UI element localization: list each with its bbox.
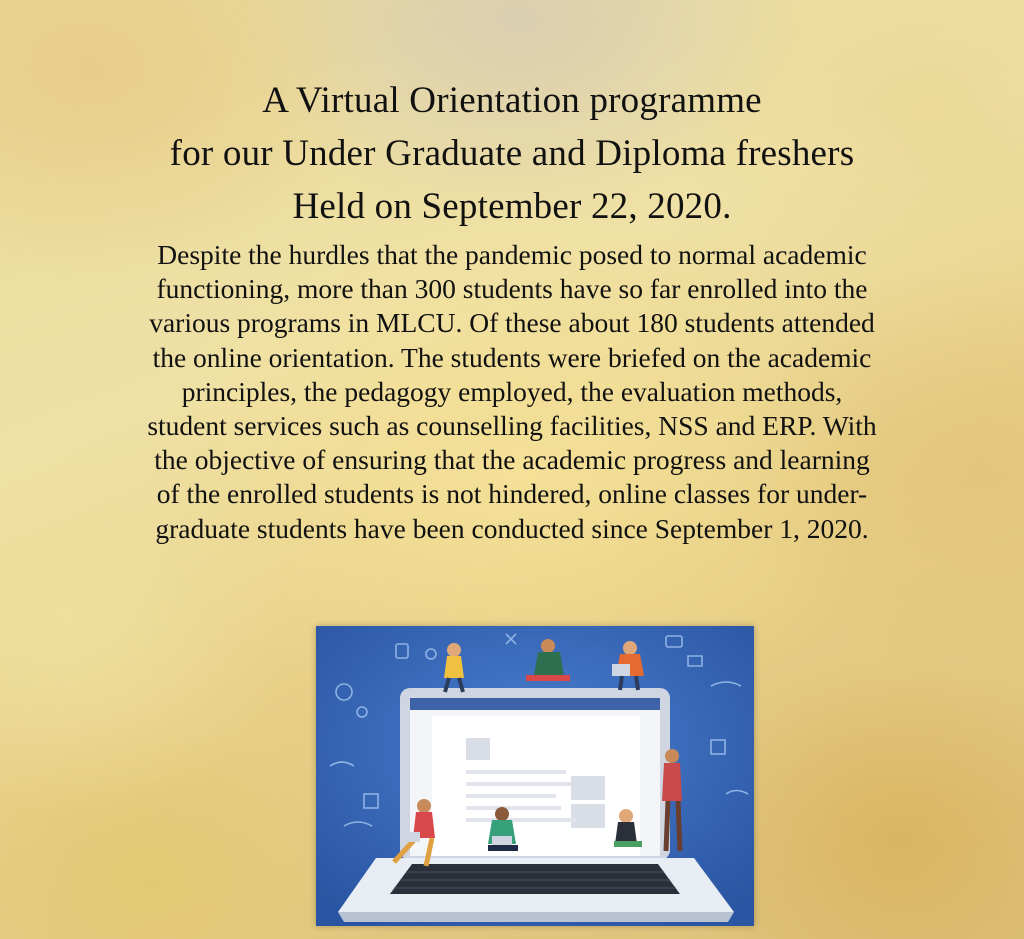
page-title xyxy=(0,74,1024,233)
body-line: Despite the hurdles that the pandemic posed to normal academic xyxy=(157,239,867,270)
body-line: the online orientation. The students were briefed on the academic xyxy=(152,341,872,373)
title-line-3: Held on September 22, 2020. xyxy=(292,186,732,227)
body-line: various programs in MLCU. Of these about 180 students attended xyxy=(149,307,875,339)
browser-bar xyxy=(410,698,660,710)
body-line: the objective of ensuring that the academic progress and learning xyxy=(154,444,870,476)
title-line-2: for our Under Graduate and Diploma freshers xyxy=(169,133,855,174)
title-line-1: A Virtual Orientation programme xyxy=(262,80,762,121)
students-laptop-illustration xyxy=(316,626,754,926)
illustration-graphic xyxy=(316,626,754,926)
image-placeholder xyxy=(466,738,490,760)
body-line: principles, the pedagogy employed, the evaluation methods, xyxy=(181,375,843,407)
body-line: student services such as counselling facilities, NSS and ERP. With xyxy=(147,410,877,442)
body-line: of the enrolled students is not hindered, online classes for under- xyxy=(156,478,868,510)
body-line: graduate students have been conducted since September 1, 2020. xyxy=(155,512,869,544)
keyboard xyxy=(390,864,680,894)
body-line: functioning, more than 300 students have so far enrolled into the xyxy=(156,273,868,305)
body-paragraph xyxy=(18,238,1006,546)
